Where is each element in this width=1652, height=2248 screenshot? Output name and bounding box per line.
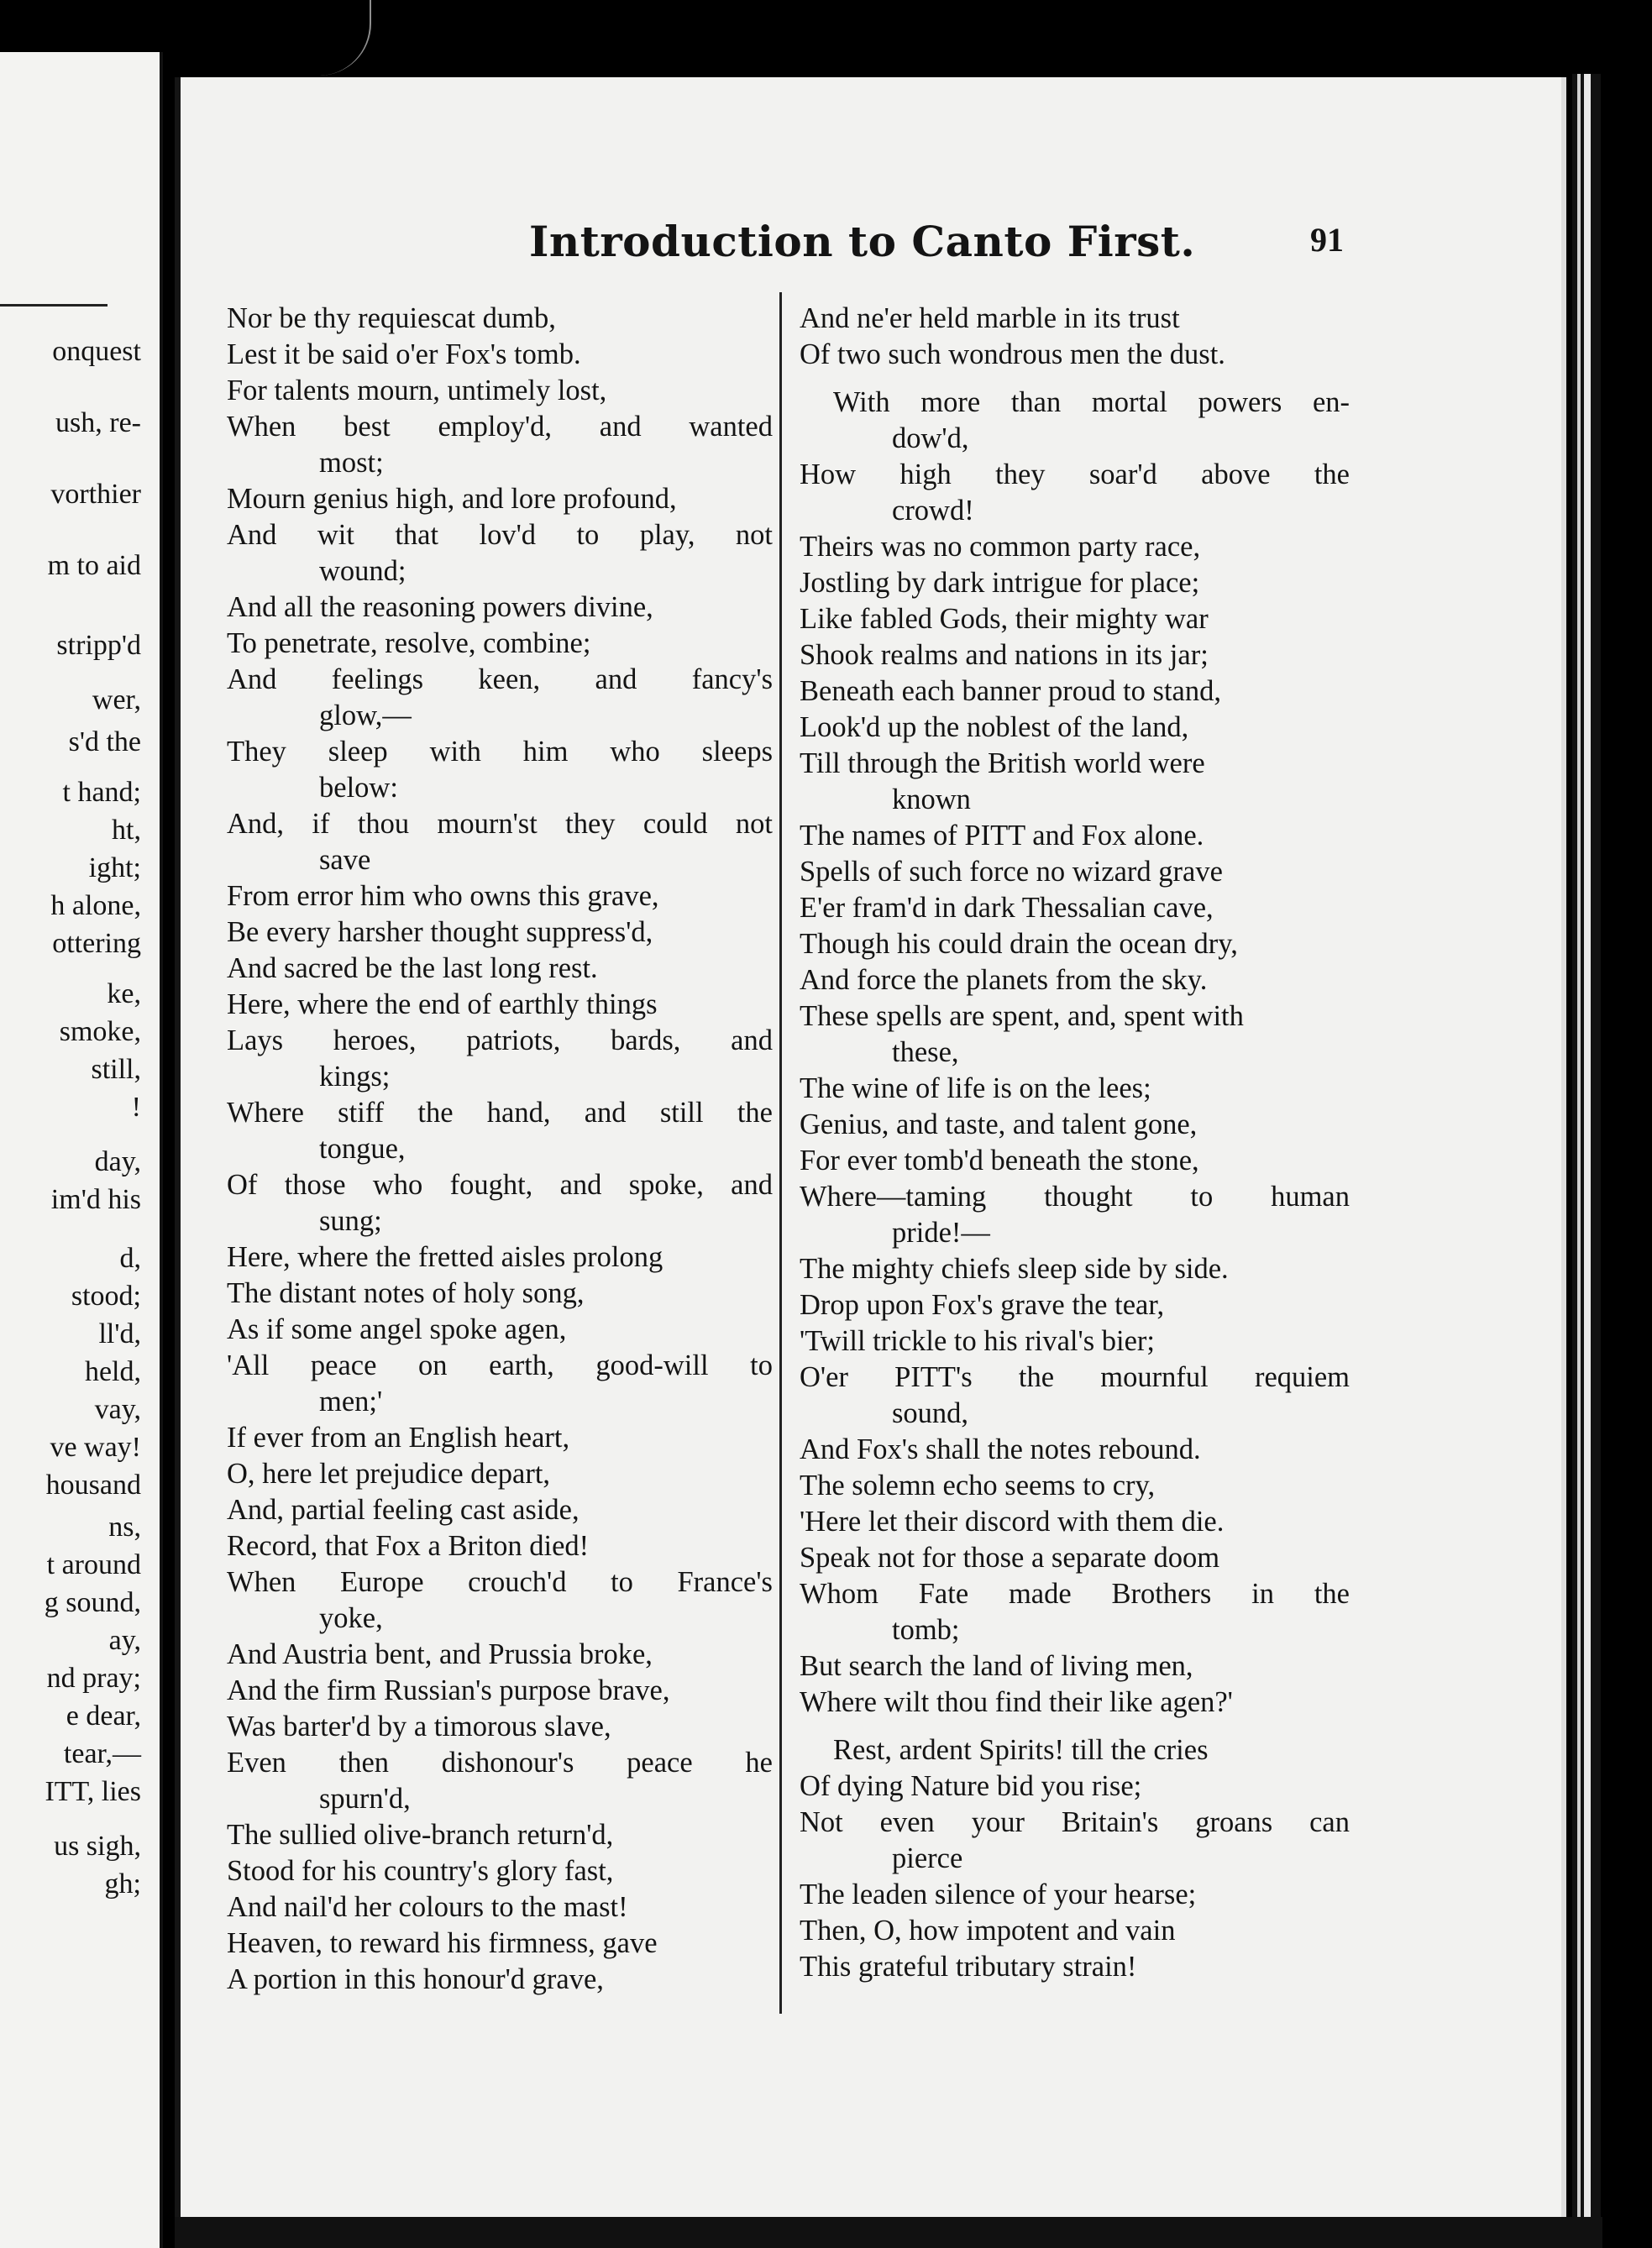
verse-line: Of two such wondrous men the dust.	[800, 338, 1225, 370]
facing-page-text-fragment: onquest	[52, 336, 141, 367]
facing-page-text-fragment: smoke,	[59, 1016, 141, 1047]
verse-line: Even then dishonour's peace he	[227, 1747, 773, 1779]
verse-line: And, if thou mourn'st they could not	[227, 808, 773, 840]
verse-line: Then, O, how impotent and vain	[800, 1915, 1176, 1947]
verse-line-turnover: wound;	[319, 555, 406, 587]
verse-line: Of those who fought, and spoke, and	[227, 1169, 773, 1201]
verse-line: Theirs was no common party race,	[800, 531, 1201, 563]
verse-line: Rest, ardent Spirits! till the cries	[833, 1734, 1209, 1766]
facing-page-text-fragment: ITT, lies	[45, 1776, 141, 1807]
facing-page-text-fragment: stood;	[71, 1281, 141, 1312]
verse-line: Be every harsher thought suppress'd,	[227, 916, 653, 948]
verse-line-turnover: crowd!	[892, 495, 974, 527]
verse-line: With more than mortal powers en-	[833, 386, 1350, 418]
verse-line-turnover: men;'	[319, 1386, 383, 1417]
facing-page-text-fragment: ve way!	[50, 1432, 141, 1463]
page-bottom-shadow	[175, 2217, 1602, 2248]
verse-line: Heaven, to reward his firmness, gave	[227, 1927, 658, 1959]
verse-line: Stood for his country's glory fast,	[227, 1855, 614, 1887]
verse-line: Beneath each banner proud to stand,	[800, 675, 1221, 707]
facing-page-text-fragment: tear,—	[63, 1738, 141, 1769]
verse-line-turnover: most;	[319, 447, 384, 479]
verse-line: When Europe crouch'd to France's	[227, 1566, 773, 1598]
page-edge-stack	[1572, 74, 1601, 2248]
column-divider	[779, 292, 782, 2014]
paper-crease	[319, 0, 371, 76]
verse-line-turnover: known	[892, 783, 971, 815]
verse-line: The sullied olive-branch return'd,	[227, 1819, 614, 1851]
verse-line: Whom Fate made Brothers in the	[800, 1578, 1350, 1610]
facing-page-text-fragment: ht,	[112, 815, 141, 846]
verse-line: A portion in this honour'd grave,	[227, 1963, 604, 1995]
verse-line-turnover: spurn'd,	[319, 1783, 411, 1815]
verse-line: And Austria bent, and Prussia broke,	[227, 1638, 653, 1670]
verse-line: Spells of such force no wizard grave	[800, 856, 1223, 888]
facing-page-text-fragment: held,	[84, 1356, 141, 1387]
poem-column-left	[227, 301, 773, 1998]
running-title: Introduction to Canto First.	[529, 217, 1196, 266]
verse-line: And feelings keen, and fancy's	[227, 663, 773, 695]
verse-line-turnover: these,	[892, 1036, 959, 1068]
facing-page-text-fragment: stripp'd	[56, 630, 141, 661]
page-number: 91	[1310, 221, 1344, 259]
verse-line-turnover: dow'd,	[892, 422, 969, 454]
poem-column-right	[800, 301, 1350, 1985]
verse-line-turnover: tomb;	[892, 1614, 960, 1646]
verse-line-turnover: below:	[319, 772, 398, 804]
verse-line: The leaden silence of your hearse;	[800, 1879, 1197, 1910]
facing-page-text-fragment: h alone,	[50, 890, 141, 921]
verse-line: Here, where the end of earthly things	[227, 988, 658, 1020]
running-head	[344, 217, 1344, 267]
verse-line-turnover: pierce	[892, 1842, 963, 1874]
verse-line: Lays heroes, patriots, bards, and	[227, 1024, 773, 1056]
verse-line: The distant notes of holy song,	[227, 1277, 585, 1309]
facing-page-text-fragment: t hand;	[62, 777, 141, 808]
verse-line: Of dying Nature bid you rise;	[800, 1770, 1142, 1802]
facing-page-text-fragment: g sound,	[44, 1587, 141, 1618]
facing-page-text-fragment: ll'd,	[98, 1318, 141, 1349]
verse-line-turnover: pride!—	[892, 1217, 990, 1249]
verse-line-turnover: kings;	[319, 1061, 391, 1093]
facing-page-text-fragment: ush, re-	[55, 407, 141, 438]
verse-line: E'er fram'd in dark Thessalian cave,	[800, 892, 1214, 924]
verse-line: They sleep with him who sleeps	[227, 736, 773, 768]
verse-line: To penetrate, resolve, combine;	[227, 627, 591, 659]
facing-page-text-fragment: t around	[46, 1549, 141, 1580]
verse-line: Though his could drain the ocean dry,	[800, 928, 1238, 960]
verse-line: Genius, and taste, and talent gone,	[800, 1108, 1198, 1140]
verse-line: Here, where the fretted aisles prolong	[227, 1241, 663, 1273]
verse-line: These spells are spent, and, spent with	[800, 1000, 1244, 1032]
facing-page-text-fragment: ottering	[52, 928, 141, 959]
facing-page-text-fragment: !	[131, 1092, 141, 1123]
verse-line-turnover: yoke,	[319, 1602, 383, 1634]
verse-line: How high they soar'd above the	[800, 459, 1350, 490]
verse-line: If ever from an English heart,	[227, 1422, 570, 1454]
facing-page-text-fragment: vay,	[94, 1394, 141, 1425]
verse-line: And force the planets from the sky.	[800, 964, 1208, 996]
verse-line: For ever tomb'd beneath the stone,	[800, 1145, 1199, 1176]
verse-line: Jostling by dark intrigue for place;	[800, 567, 1200, 599]
facing-page-text-fragment: ke,	[107, 978, 141, 1009]
verse-line: Where stiff the hand, and still the	[227, 1097, 773, 1129]
verse-line: But search the land of living men,	[800, 1650, 1193, 1682]
facing-page-text-fragment: day,	[94, 1146, 141, 1177]
verse-line: The wine of life is on the lees;	[800, 1072, 1151, 1104]
facing-page-text-fragment: wer,	[92, 684, 141, 715]
verse-line: And, partial feeling cast aside,	[227, 1494, 580, 1526]
facing-page-text-fragment: ight;	[88, 852, 141, 883]
verse-line-turnover: glow,—	[319, 700, 412, 731]
verse-line: The names of PITT and Fox alone.	[800, 820, 1204, 852]
verse-line: And all the reasoning powers divine,	[227, 591, 653, 623]
verse-line: 'Twill trickle to his rival's bier;	[800, 1325, 1155, 1357]
facing-page-text-fragment: d,	[119, 1243, 141, 1274]
facing-page-edge	[0, 52, 163, 2248]
facing-page-text-fragment: gh;	[104, 1868, 141, 1900]
verse-line: 'Here let their discord with them die.	[800, 1506, 1225, 1538]
facing-page-rule	[0, 304, 108, 307]
verse-line-turnover: save	[319, 844, 371, 876]
verse-line: 'All peace on earth, good-will to	[227, 1349, 773, 1381]
facing-page-text-fragment: us sigh,	[54, 1831, 141, 1862]
facing-page-text-fragment: nd pray;	[46, 1663, 141, 1694]
facing-page-text-fragment: e dear,	[66, 1700, 141, 1732]
verse-line: Mourn genius high, and lore profound,	[227, 483, 677, 515]
facing-page-text-fragment: still,	[91, 1054, 141, 1085]
verse-line: The solemn echo seems to cry,	[800, 1470, 1156, 1501]
verse-line: And nail'd her colours to the mast!	[227, 1891, 628, 1923]
verse-line: As if some angel spoke agen,	[227, 1313, 567, 1345]
verse-line: Speak not for those a separate doom	[800, 1542, 1220, 1574]
verse-line: Was barter'd by a timorous slave,	[227, 1711, 611, 1742]
verse-line: Nor be thy requiescat dumb,	[227, 302, 556, 334]
verse-line: Record, that Fox a Briton died!	[227, 1530, 590, 1562]
verse-line: Till through the British world were	[800, 747, 1205, 779]
verse-line: This grateful tributary strain!	[800, 1951, 1137, 1983]
verse-line: O, here let prejudice depart,	[227, 1458, 551, 1490]
verse-line: Where—taming thought to human	[800, 1181, 1350, 1213]
verse-line: And sacred be the last long rest.	[227, 952, 598, 984]
verse-line: Drop upon Fox's grave the tear,	[800, 1289, 1165, 1321]
verse-line: Not even your Britain's groans can	[800, 1806, 1350, 1838]
verse-line: Look'd up the noblest of the land,	[800, 711, 1189, 743]
verse-line-turnover: sung;	[319, 1205, 382, 1237]
facing-page-text-fragment: s'd the	[68, 726, 141, 757]
verse-line: Lest it be said o'er Fox's tomb.	[227, 338, 581, 370]
facing-page-text-fragment: ns,	[108, 1512, 141, 1543]
facing-page-text-fragment: im'd his	[50, 1184, 141, 1215]
verse-line: When best employ'd, and wanted	[227, 411, 773, 443]
verse-line: And the firm Russian's purpose brave,	[227, 1674, 670, 1706]
verse-line: O'er PITT's the mournful requiem	[800, 1361, 1350, 1393]
verse-line-turnover: tongue,	[319, 1133, 406, 1165]
verse-line-turnover: sound,	[892, 1397, 969, 1429]
facing-page-text-fragment: ay,	[108, 1625, 141, 1656]
verse-line: From error him who owns this grave,	[227, 880, 659, 912]
facing-page-text-fragment: housand	[45, 1470, 141, 1501]
verse-line: Like fabled Gods, their mighty war	[800, 603, 1209, 635]
verse-line: And wit that lov'd to play, not	[227, 519, 773, 551]
verse-line: The mighty chiefs sleep side by side.	[800, 1253, 1229, 1285]
verse-line: And Fox's shall the notes rebound.	[800, 1433, 1201, 1465]
facing-page-text-fragment: m to aid	[47, 550, 141, 581]
verse-line: Shook realms and nations in its jar;	[800, 639, 1209, 671]
verse-line: For talents mourn, untimely lost,	[227, 375, 607, 406]
verse-line: And ne'er held marble in its trust	[800, 302, 1180, 334]
verse-line: Where wilt thou find their like agen?'	[800, 1686, 1233, 1718]
facing-page-text-fragment: vorthier	[50, 479, 141, 510]
